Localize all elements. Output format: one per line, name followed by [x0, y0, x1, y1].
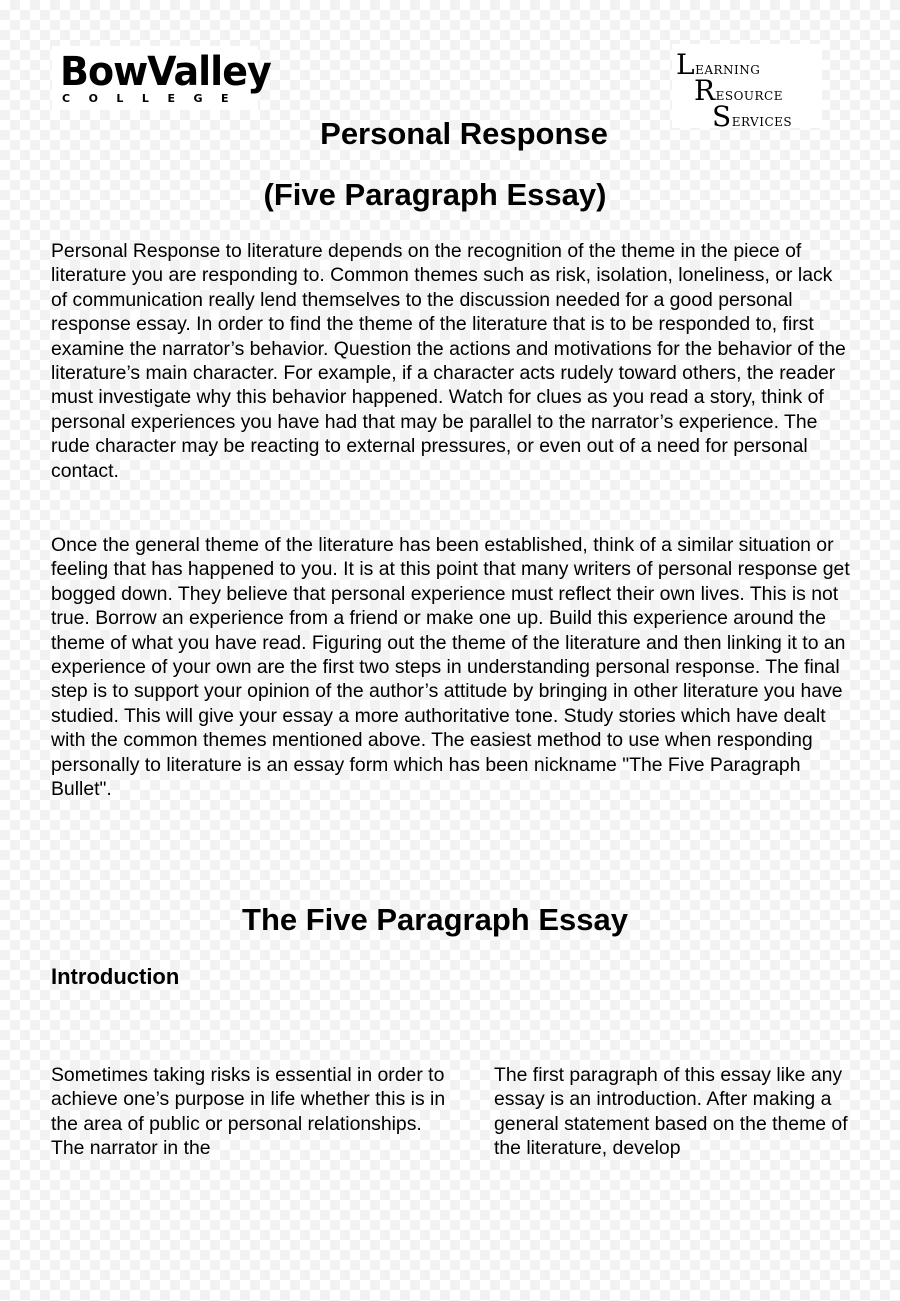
- introduction-right-column: The first paragraph of this essay like any essay is an introduction. After making a general statement based on the theme of the literature, develop: [494, 1064, 848, 1160]
- logo-sub-text: COLLEGE: [62, 92, 247, 105]
- logo-brand-text: BowValley: [60, 48, 271, 95]
- logo-line-resource: Resource: [694, 74, 784, 107]
- introduction-heading: Introduction: [51, 964, 180, 989]
- introduction-left-column: Sometimes taking risks is essential in order to achieve one’s purpose in life whether this is in the area of public or personal relationships. The narrator in the: [51, 1064, 446, 1160]
- bow-valley-college-logo: [52, 46, 271, 110]
- page-title: Personal Response: [320, 116, 608, 151]
- logo-line-services: Services: [712, 100, 793, 133]
- section-title: The Five Paragraph Essay: [242, 902, 628, 937]
- body-paragraph-2: Once the general theme of the literature has been established, think of a similar situation or feeling that has happened to you. It is at this point that many writers of personal response get bogged down. They believe that personal experience must reflect their own lives. This is not true. Borrow an experience from a friend or make one up. Build this experience around the theme of what you have read. Figuring out the theme of the literature and then linking it to an experience of your own are the first two steps in understanding personal response. The final step is to support your opinion of the author’s attitude by bringing in other literature you have studied. This will give your essay a more authoritative tone. Study stories which have dealt with the common themes mentioned above. The easiest method to use when responding personally to literature is an essay form which has been nickname "The Five Paragraph Bullet".: [51, 534, 850, 801]
- body-paragraph-1: Personal Response to literature depends on the recognition of the theme in the piece of literature you are responding to. Common themes such as risk, isolation, loneliness, or lack of communication really lend themselves to the discussion needed for a good personal response essay. In order to find the theme of the literature that is to be responded to, first examine the narrator’s behavior. Question the actions and motivations for the behavior of the literature’s main character. For example, if a character acts rudely toward others, the reader must investigate why this behavior happened. Watch for clues as you read a story, think of personal experiences you have had that may be parallel to the narrator’s experience. The rude character may be reacting to external pressures, or even out of a need for personal contact.: [51, 240, 846, 482]
- page-subtitle: (Five Paragraph Essay): [263, 177, 607, 212]
- logo-line-learning: Learning: [676, 48, 761, 81]
